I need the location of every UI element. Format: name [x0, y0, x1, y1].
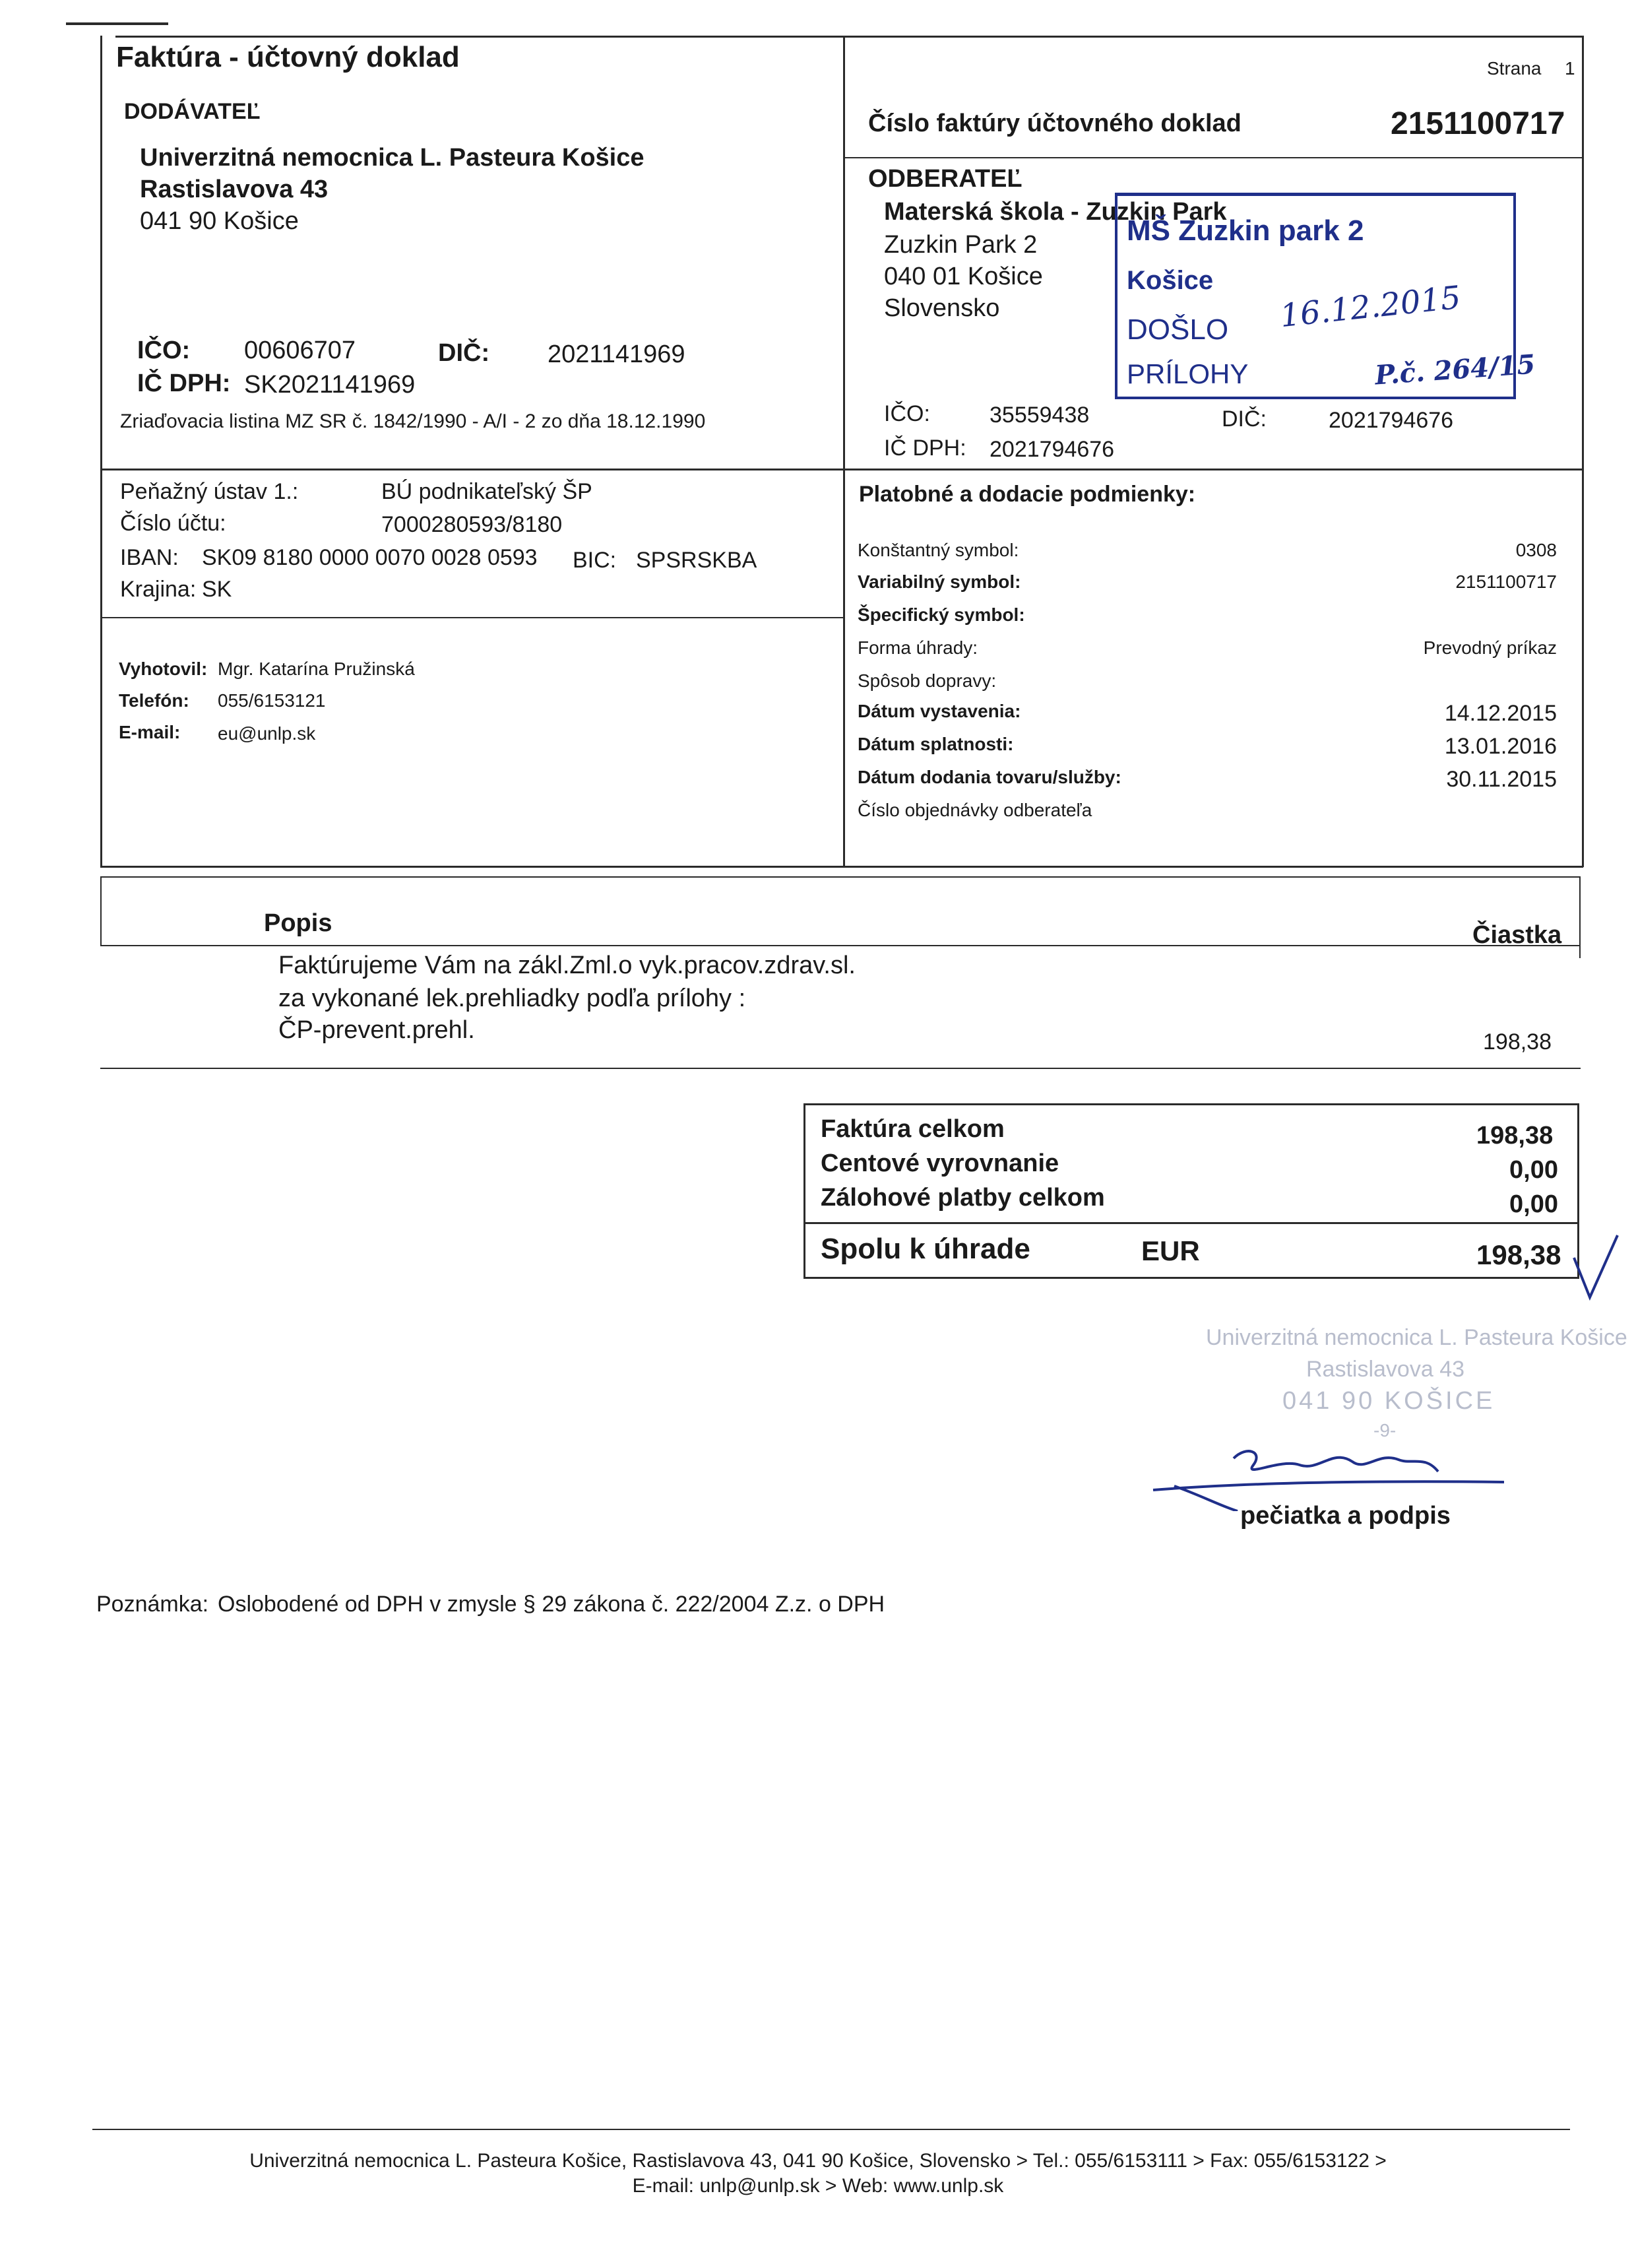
stamp-received-label: DOŠLO [1127, 313, 1229, 346]
terms-row-label: Dátum splatnosti: [858, 734, 1014, 754]
footer-line1: Univerzitná nemocnica L. Pasteura Košice, Rastislavova 43, 041 90 Košice, Slovensko > Tel.: 055/6153111 > Fax: 055/6153122 > [249, 2150, 1387, 2172]
advances-label: Zálohové platby celkom [821, 1184, 1105, 1212]
terms-row-label: Dátum dodania tovaru/služby: [858, 767, 1121, 787]
email-label: E-mail: [119, 722, 181, 742]
stamp-reg-number: P.č. 264/15 [1373, 348, 1536, 391]
due-amount: 198,38 [1476, 1239, 1561, 1270]
stamp-received-date: 16.12.2015 [1278, 278, 1463, 335]
due-currency: EUR [1141, 1235, 1200, 1266]
document-title: Faktúra - účtovný doklad [116, 41, 460, 73]
terms-row-label: Spôsob dopravy: [858, 670, 997, 691]
note-text: Oslobodené od DPH v zmysle § 29 zákona č. 222/2004 Z.z. o DPH [218, 1592, 885, 1617]
bank-country: SK [202, 577, 232, 602]
prepared-by: Mgr. Katarína Pružinská [218, 659, 415, 679]
customer-country: Slovensko [884, 294, 1000, 322]
terms-row-value: Prevodný príkaz [1423, 637, 1557, 658]
customer-dic-label: DIČ: [1222, 406, 1267, 432]
note-label: Poznámka: [96, 1592, 209, 1617]
page-number: 1 [1565, 58, 1575, 79]
invoice-number: 2151100717 [1391, 106, 1565, 141]
supplier-name: Univerzitná nemocnica L. Pasteura Košice [140, 144, 645, 172]
terms-row-value: 0308 [1515, 540, 1557, 560]
terms-row-value: 14.12.2015 [1444, 701, 1557, 726]
supplier-ico-label: IČO: [137, 337, 191, 364]
bank-institution: BÚ podnikateľský ŠP [381, 479, 592, 504]
middle-border-line [843, 36, 845, 867]
supplier-dic: 2021141969 [548, 340, 685, 368]
signature-scribble [1148, 1432, 1504, 1511]
invoice-number-underline [844, 157, 1583, 158]
invoice-number-label: Číslo faktúry účtovného doklad [868, 110, 1242, 137]
advances: 0,00 [1509, 1190, 1558, 1218]
due-label: Spolu k úhrade [821, 1233, 1030, 1265]
customer-dic: 2021794676 [1329, 408, 1454, 433]
bank-bic-label: BIC: [573, 548, 617, 573]
page-label: Strana [1487, 58, 1542, 79]
terms-row-label: Číslo objednávky odberateľa [858, 800, 1092, 820]
supplier-street: Rastislavova 43 [140, 176, 329, 203]
col-amount-header: Čiastka [1472, 921, 1562, 949]
supplier-dic-label: DIČ: [438, 339, 490, 367]
invoice-total: 198,38 [1476, 1122, 1554, 1150]
phone-label: Telefón: [119, 690, 189, 711]
email-link[interactable]: eu@unlp.sk [218, 723, 316, 744]
customer-icdph: 2021794676 [990, 437, 1115, 462]
left-border-line [100, 36, 102, 867]
footer-line2: E-mail: unlp@unlp.sk > Web: www.unlp.sk [632, 2175, 1004, 2197]
terms-row-label: Konštantný symbol: [858, 540, 1019, 560]
bank-bottom-line [100, 617, 844, 618]
check-mark-icon [1570, 1231, 1623, 1304]
terms-row-label: Forma úhrady: [858, 637, 978, 658]
sig-stamp-line4: -9- [1373, 1420, 1397, 1441]
totals-separator-line [803, 1222, 1579, 1224]
rounding: 0,00 [1509, 1156, 1558, 1184]
supplier-registration: Zriaďovacia listina MZ SR č. 1842/1990 - A/I - 2 zo dňa 18.12.1990 [120, 410, 706, 432]
supplier-ico: 00606707 [244, 337, 356, 364]
supplier-city: 041 90 Košice [140, 207, 299, 235]
phone: 055/6153121 [218, 690, 326, 711]
stamp-attachments-label: PRÍLOHY [1127, 358, 1249, 389]
supplier-icdph: SK2021141969 [244, 371, 416, 399]
items-left-line [100, 876, 102, 946]
bank-account-label: Číslo účtu: [120, 511, 226, 536]
terms-row-label: Dátum vystavenia: [858, 701, 1021, 721]
corner-mark [66, 22, 168, 25]
items-bottom-line [100, 1068, 1581, 1069]
customer-city: 040 01 Košice [884, 263, 1043, 290]
sig-stamp-line2: Rastislavova 43 [1306, 1357, 1465, 1382]
received-stamp [1115, 193, 1536, 399]
customer-heading: ODBERATEĽ [868, 165, 1022, 193]
top-border-line [115, 36, 1583, 38]
rounding-label: Centové vyrovnanie [821, 1150, 1059, 1177]
items-top-line [100, 876, 1581, 878]
stamp-line1: MŠ Zuzkin park 2 [1127, 214, 1364, 247]
invoice-total-label: Faktúra celkom [821, 1115, 1005, 1143]
footer-line [92, 2129, 1570, 2130]
sig-stamp-line1: Univerzitná nemocnica L. Pasteura Košice [1206, 1325, 1627, 1350]
supplier-icdph-label: IČ DPH: [137, 370, 231, 397]
sig-stamp-line3: 041 90 KOŠICE [1282, 1387, 1495, 1415]
bank-account: 7000280593/8180 [381, 512, 563, 537]
terms-row-label: Variabilný symbol: [858, 571, 1021, 592]
bank-iban-label: IBAN: [120, 545, 179, 570]
header-bottom-line [100, 866, 1583, 868]
item-line3: ČP-prevent.prehl. [278, 1016, 475, 1044]
supplier-bottom-line [100, 469, 1583, 470]
customer-ico: 35559438 [990, 403, 1090, 428]
bank-country-label: Krajina: [120, 577, 197, 602]
item-line2: za vykonané lek.prehliadky podľa prílohy : [278, 985, 746, 1012]
bank-institution-label: Peňažný ústav 1.: [120, 479, 299, 504]
col-description-header: Popis [264, 909, 332, 937]
customer-street: Zuzkin Park 2 [884, 231, 1038, 259]
customer-name: Materská škola - Zuzkin Park [884, 198, 1227, 226]
item-line1: Faktúrujeme Vám na zákl.Zml.o vyk.pracov.zdrav.sl. [278, 952, 856, 979]
right-border-line [1582, 36, 1584, 867]
bank-bic: SPSRSKBA [636, 548, 757, 573]
terms-row-label: Špecifický symbol: [858, 604, 1025, 625]
customer-icdph-label: IČ DPH: [884, 436, 966, 461]
terms-row-value: 30.11.2015 [1446, 767, 1557, 792]
customer-ico-label: IČO: [884, 401, 930, 426]
prepared-by-label: Vyhotovil: [119, 659, 208, 679]
items-header-bottom-line [100, 945, 1581, 946]
bank-iban: SK09 8180 0000 0070 0028 0593 [202, 545, 538, 570]
supplier-heading: DODÁVATEĽ [124, 99, 261, 124]
terms-heading: Platobné a dodacie podmienky: [859, 482, 1196, 507]
item-amount: 198,38 [1483, 1029, 1552, 1054]
terms-row-value: 2151100717 [1455, 571, 1557, 592]
signature-label: pečiatka a podpis [1240, 1502, 1451, 1530]
terms-row-value: 13.01.2016 [1444, 734, 1557, 759]
stamp-line2: Košice [1127, 266, 1214, 295]
